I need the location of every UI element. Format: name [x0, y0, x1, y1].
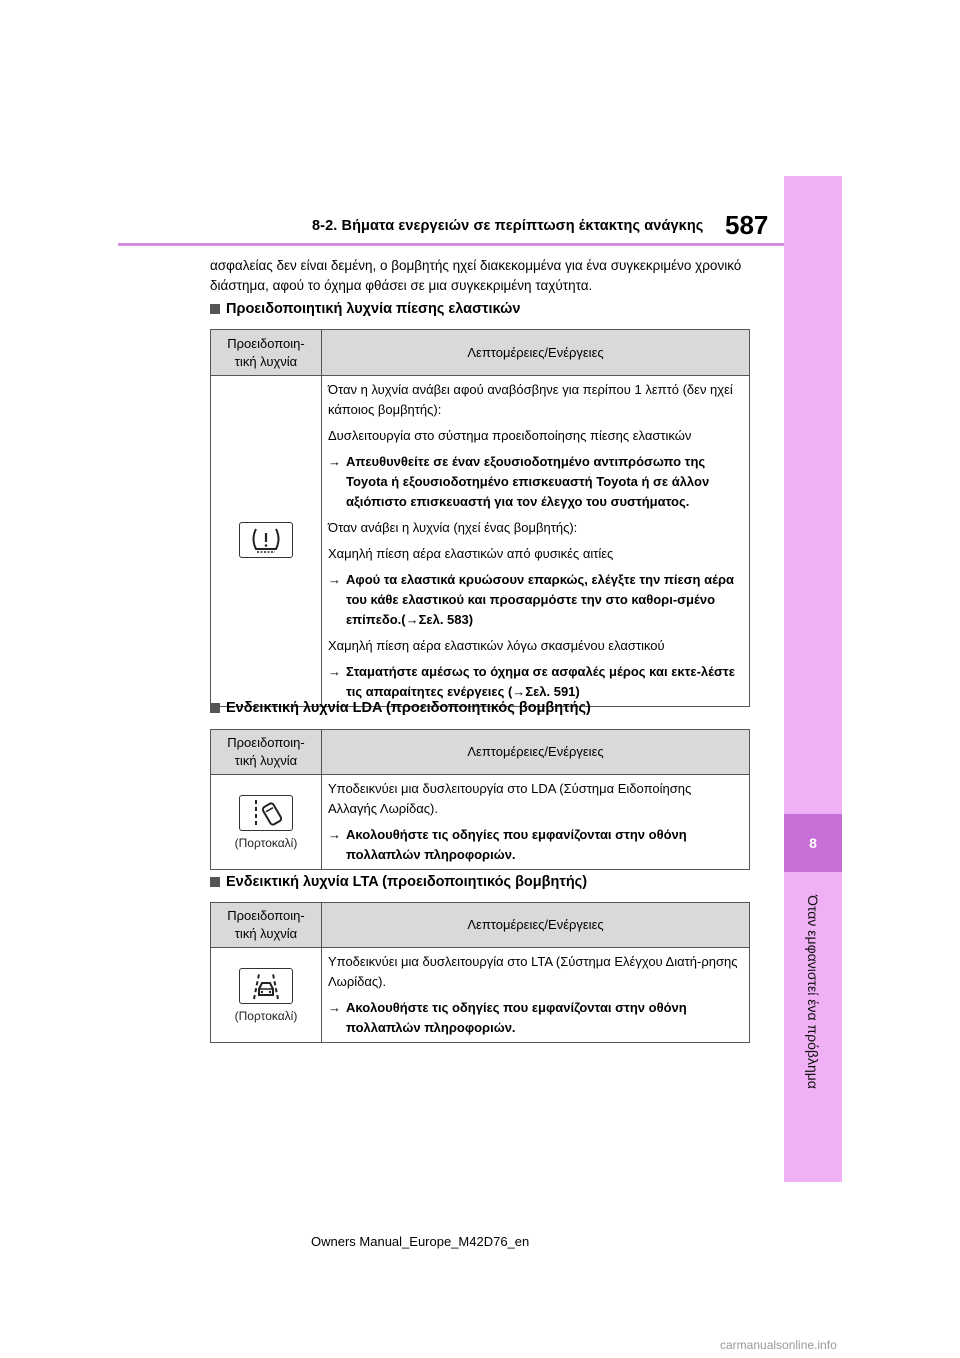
arrow-right-icon: → [328, 454, 341, 469]
col-header-warning-light: Προειδοποιη-τική λυχνία [211, 903, 322, 948]
page-number: 587 [725, 210, 769, 240]
lta-table [210, 902, 750, 1043]
chapter-number-tab: 8 [784, 814, 842, 872]
detail-text: Όταν η λυχνία ανάβει αφού αναβόσβηνε για περίπου 1 λεπτό (δεν ηχεί κάποιος βομβητής): [328, 382, 733, 417]
detail-text: Όταν ανάβει η λυχνία (ηχεί ένας βομβητής): [328, 520, 578, 535]
detail-text: Χαμηλή πίεση αέρα ελαστικών από φυσικές αιτίες [328, 546, 614, 561]
col-header-details: Λεπτομέρειες/Ενέργειες [322, 903, 750, 948]
section-heading-lda: Ενδεικτική λυχνία LDA (προειδοποιητικός βομβητής) [210, 700, 591, 716]
lda-table [210, 729, 750, 870]
details-cell [322, 948, 750, 1043]
detail-action: → Ακολουθήστε τις οδηγίες που εμφανίζονται στην οθόνη πολλαπλών πληροφοριών. [328, 827, 687, 862]
warning-light-cell [211, 775, 322, 870]
arrow-right-icon: → [328, 1000, 341, 1015]
details-cell [322, 376, 750, 707]
detail-action: → Αφού τα ελαστικά κρυώσουν επαρκώς, ελέγξτε την πίεση αέρα του κάθε ελαστικού και προσαρμόστε την στο καθορι-σμένο επίπεδο.(→Σελ. 583) [328, 572, 734, 627]
section-title: 8-2. Βήματα ενεργειών σε περίπτωση έκτακτης ανάγκης [312, 218, 704, 234]
tire-pressure-table [210, 329, 750, 707]
col-header-warning-light: Προειδοποιη-τική λυχνία [211, 730, 322, 775]
square-bullet-icon [210, 703, 220, 713]
detail-text: Υποδεικνύει μια δυσλειτουργία στο LDA (Σύστημα Ειδοποίησης Αλλαγής Λωρίδας). [328, 781, 692, 816]
square-bullet-icon [210, 877, 220, 887]
arrow-right-icon: → [328, 664, 341, 679]
detail-text: Υποδεικνύει μια δυσλειτουργία στο LTA (Σύστημα Ελέγχου Διατή-ρησης Λωρίδας). [328, 954, 738, 989]
section-heading-tire-pressure: Προειδοποιητική λυχνία πίεσης ελαστικών [210, 301, 520, 317]
section-heading-lta: Ενδεικτική λυχνία LTA (προειδοποιητικός βομβητής) [210, 874, 587, 890]
icon-color-label: (Πορτοκαλί) [234, 835, 298, 850]
warning-light-cell [211, 948, 322, 1043]
warning-light-cell [211, 376, 322, 707]
arrow-right-icon: → [328, 827, 341, 842]
tire-pressure-warning-icon [239, 522, 293, 558]
detail-action: → Σταματήστε αμέσως το όχημα σε ασφαλές μέρος και εκτε-λέστε τις απαραίτητες ενέργειες (→Σελ. 591) [328, 664, 735, 699]
detail-action: → Ακολουθήστε τις οδηγίες που εμφανίζονται στην οθόνη πολλαπλών πληροφοριών. [328, 1000, 687, 1035]
details-cell [322, 775, 750, 870]
square-bullet-icon [210, 304, 220, 314]
footer-doc-id: Owners Manual_Europe_M42D76_en [311, 1234, 530, 1249]
chapter-title-vertical: Όταν εμφανιστεί ένα πρόβλημα [805, 895, 822, 1089]
col-header-warning-light: Προειδοποιη-τική λυχνία [211, 330, 322, 376]
arrow-right-icon: → [328, 572, 341, 587]
icon-color-label: (Πορτοκαλί) [234, 1008, 298, 1023]
detail-action: → Απευθυνθείτε σε έναν εξουσιοδοτημένο αντιπρόσωπο της Toyota ή εξουσιοδοτημένο επισκευαστή Toyota ή σε άλλον αξιόπιστο επισκευαστή για τον έλεγχο του συστήματος. [328, 454, 710, 509]
detail-text: Χαμηλή πίεση αέρα ελαστικών λόγω σκασμένου ελαστικού [328, 638, 665, 653]
intro-paragraph: ασφαλείας δεν είναι δεμένη, ο βομβητής ηχεί διακεκομμένα για ένα συγκεκριμένο χρονικό διάστημα, αφού το όχημα φθάσει σε μια συγκεκριμένη ταχύτητα. [210, 258, 742, 293]
detail-text: Δυσλειτουργία στο σύστημα προειδοποίησης πίεσης ελαστικών [328, 428, 692, 443]
col-header-details: Λεπτομέρειες/Ενέργειες [322, 330, 750, 376]
col-header-details: Λεπτομέρειες/Ενέργειες [322, 730, 750, 775]
header-rule [118, 243, 784, 246]
watermark: carmanualsonline.info [720, 1338, 837, 1352]
lta-indicator-icon [239, 968, 293, 1004]
lda-indicator-icon [239, 795, 293, 831]
